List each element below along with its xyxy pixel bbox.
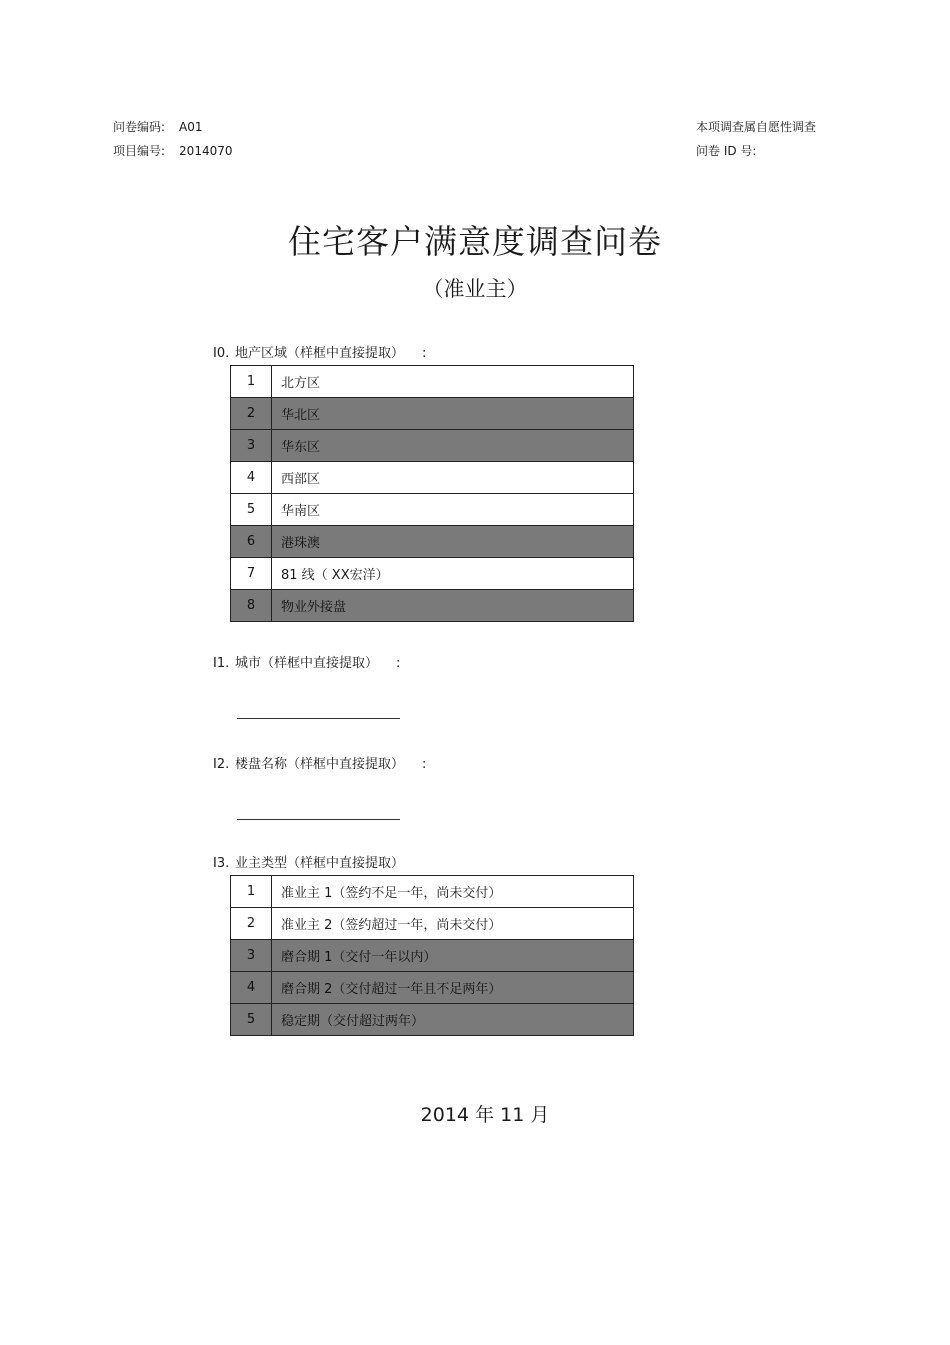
option-row[interactable] bbox=[231, 1004, 634, 1036]
voluntary-note: 本项调查属自愿性调查 bbox=[696, 120, 817, 134]
option-row[interactable] bbox=[231, 876, 634, 908]
option-number: 8 bbox=[231, 590, 272, 622]
question-label: 业主类型（样框中直接提取） bbox=[235, 856, 405, 871]
option-text: 准业主 2（签约超过一年，尚未交付） bbox=[272, 908, 634, 940]
option-number: 1 bbox=[231, 366, 272, 398]
question-colon: : bbox=[396, 656, 401, 671]
option-text: 北方区 bbox=[272, 366, 634, 398]
options-table-i3 bbox=[230, 875, 634, 1036]
option-number: 2 bbox=[231, 398, 272, 430]
option-text: 华东区 bbox=[272, 430, 634, 462]
option-row[interactable] bbox=[231, 430, 634, 462]
option-number: 3 bbox=[231, 940, 272, 972]
questionnaire-id-label: 问卷 ID 号: bbox=[696, 144, 757, 158]
option-row[interactable] bbox=[231, 526, 634, 558]
option-number: 4 bbox=[231, 462, 272, 494]
option-text: 稳定期（交付超过两年） bbox=[272, 1004, 634, 1036]
option-number: 2 bbox=[231, 908, 272, 940]
option-number: 5 bbox=[231, 494, 272, 526]
question-label: 楼盘名称（样框中直接提取） bbox=[235, 757, 405, 772]
question-number: I2. bbox=[213, 757, 230, 772]
project-number-value: 2014070 bbox=[179, 144, 233, 158]
option-number: 5 bbox=[231, 1004, 272, 1036]
question-i3 bbox=[213, 855, 404, 873]
options-table-i0 bbox=[230, 365, 634, 622]
question-colon: : bbox=[422, 346, 427, 361]
question-i1 bbox=[213, 655, 400, 673]
option-row[interactable] bbox=[231, 972, 634, 1004]
option-row[interactable] bbox=[231, 462, 634, 494]
option-number: 3 bbox=[231, 430, 272, 462]
option-number: 7 bbox=[231, 558, 272, 590]
option-text: 华南区 bbox=[272, 494, 634, 526]
answer-blank-i2[interactable] bbox=[237, 819, 400, 820]
option-text: 华北区 bbox=[272, 398, 634, 430]
option-text: 物业外接盘 bbox=[272, 590, 634, 622]
option-text: 81 线（ XX宏洋） bbox=[272, 558, 634, 590]
option-number: 1 bbox=[231, 876, 272, 908]
option-number: 6 bbox=[231, 526, 272, 558]
page-subtitle: （准业主） bbox=[422, 277, 528, 301]
answer-blank-i1[interactable] bbox=[237, 718, 400, 719]
option-text: 磨合期 1（交付一年以内） bbox=[272, 940, 634, 972]
question-i0 bbox=[213, 345, 426, 363]
option-text: 西部区 bbox=[272, 462, 634, 494]
option-row[interactable] bbox=[231, 940, 634, 972]
option-row[interactable] bbox=[231, 590, 634, 622]
project-number-label: 项目编号: bbox=[113, 144, 166, 158]
questionnaire-code-label: 问卷编码: bbox=[113, 120, 166, 134]
option-text: 磨合期 2（交付超过一年且不足两年） bbox=[272, 972, 634, 1004]
option-row[interactable] bbox=[231, 398, 634, 430]
question-number: I0. bbox=[213, 346, 230, 361]
question-colon: : bbox=[422, 757, 427, 772]
option-row[interactable] bbox=[231, 494, 634, 526]
survey-date: 2014 年 11 月 bbox=[420, 1104, 550, 1126]
question-number: I3. bbox=[213, 856, 230, 871]
questionnaire-code bbox=[113, 119, 203, 135]
option-row[interactable] bbox=[231, 908, 634, 940]
question-label: 地产区域（样框中直接提取） bbox=[235, 346, 405, 361]
page-title: 住宅客户满意度调查问卷 bbox=[288, 222, 662, 261]
question-label: 城市（样框中直接提取） bbox=[235, 656, 379, 671]
option-row[interactable] bbox=[231, 366, 634, 398]
option-text: 准业主 1（签约不足一年，尚未交付） bbox=[272, 876, 634, 908]
questionnaire-code-value: A01 bbox=[179, 120, 203, 134]
option-row[interactable] bbox=[231, 558, 634, 590]
option-number: 4 bbox=[231, 972, 272, 1004]
question-number: I1. bbox=[213, 656, 230, 671]
option-text: 港珠澳 bbox=[272, 526, 634, 558]
project-number bbox=[113, 143, 233, 159]
question-i2 bbox=[213, 756, 426, 774]
